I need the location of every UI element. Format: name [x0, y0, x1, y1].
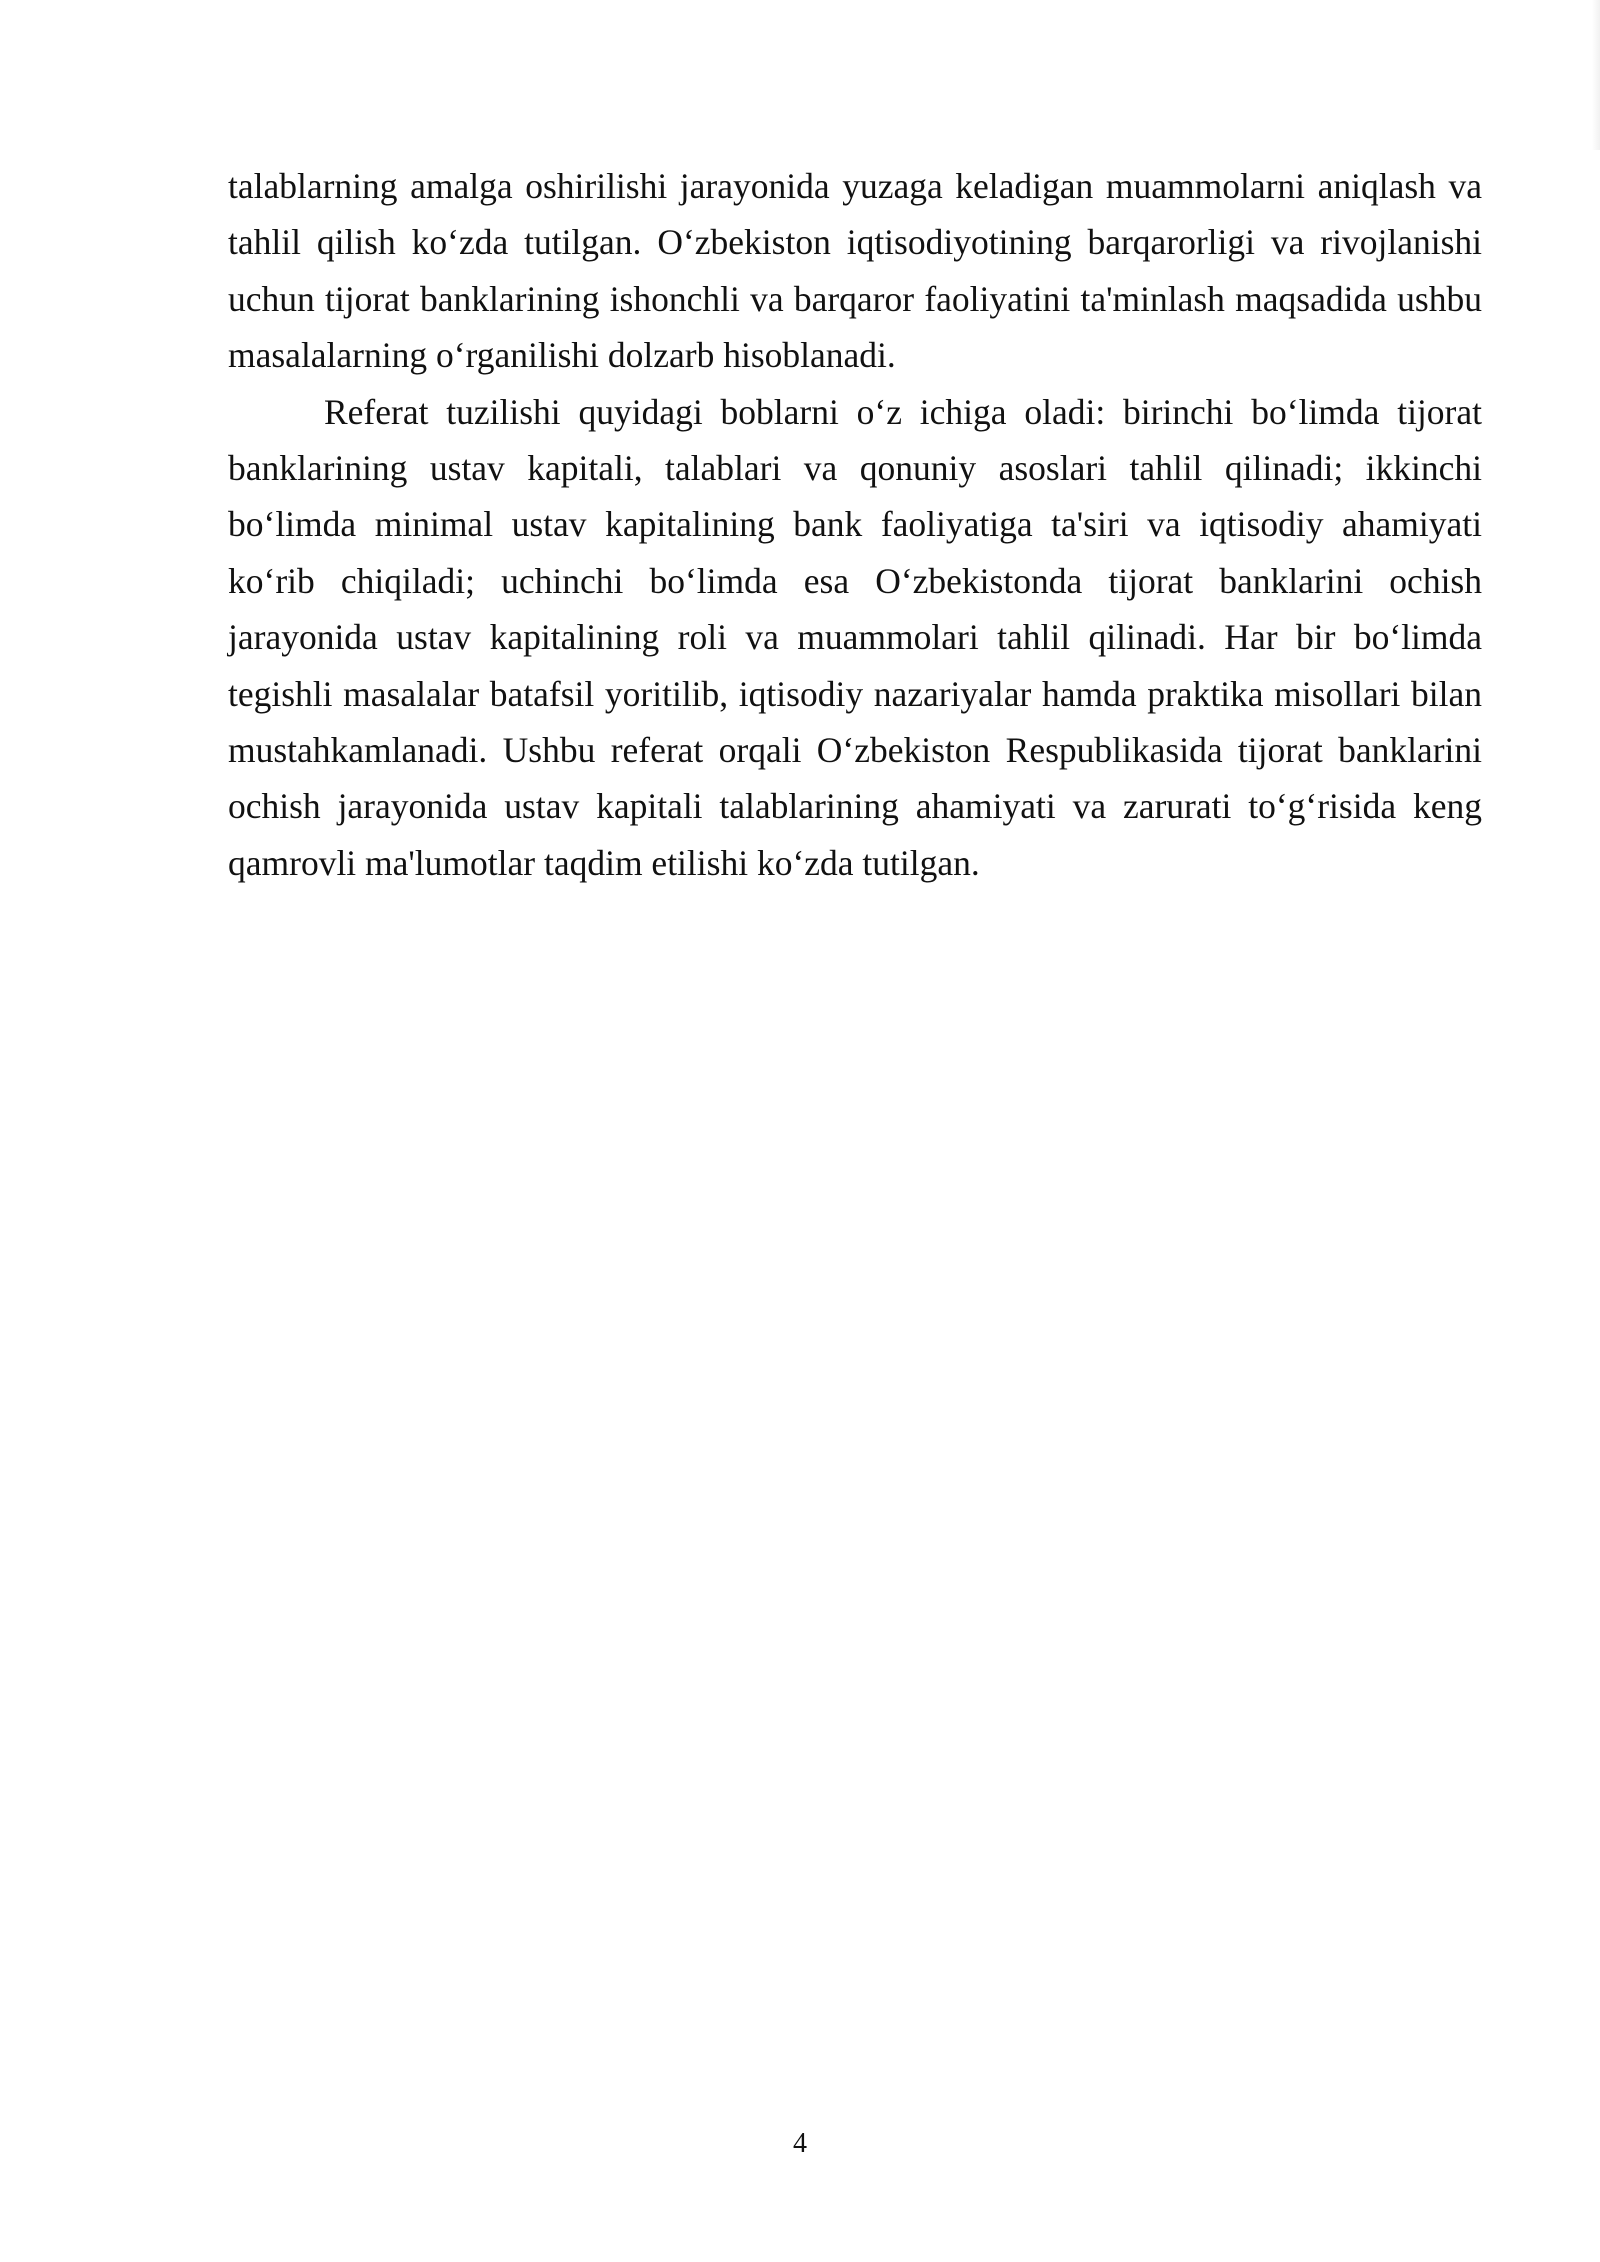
page-number: 4 — [793, 2128, 807, 2159]
paragraph-continuation: talablarning amalga oshirilishi jarayonida yuzaga keladigan muammolarni aniqlash va tahlil qilish ko‘zda tutilgan. O‘zbekiston iqtisodiyotining barqarorligi va rivojlanishi uchun tijorat banklarining ishonchli va barqaror faoliyatini ta'minlash maqsadida ushbu masalalarning o‘rganilishi dolzarb hisoblanadi. — [228, 166, 1482, 376]
body-text — [228, 158, 1482, 891]
paragraph-structure-overview: Referat tuzilishi quyidagi boblarni o‘z ichiga oladi: birinchi bo‘limda tijorat banklarining ustav kapitali, talablari va qonuniy asoslari tahlil qilinadi; ikkinchi bo‘limda minimal ustav kapitalining bank faoliyatiga ta'siri va iqtisodiy ahamiyati ko‘rib chiqiladi; uchinchi bo‘limda esa O‘zbekistonda tijorat banklarini ochish jarayonida ustav kapitalining roli va muammolari tahlil qilinadi. Har bir bo‘limda tegishli masalalar batafsil yoritilib, iqtisodiy nazariyalar hamda praktika misollari bilan mustahkamlanadi. Ushbu referat orqali O‘zbekiston Respublikasida tijorat banklarini ochish jarayonida ustav kapitali talablarining ahamiyati va zarurati to‘g‘risida keng qamrovli ma'lumotlar taqdim etilishi ko‘zda tutilgan. — [228, 391, 1482, 883]
page-edge-shadow — [1592, 0, 1600, 150]
